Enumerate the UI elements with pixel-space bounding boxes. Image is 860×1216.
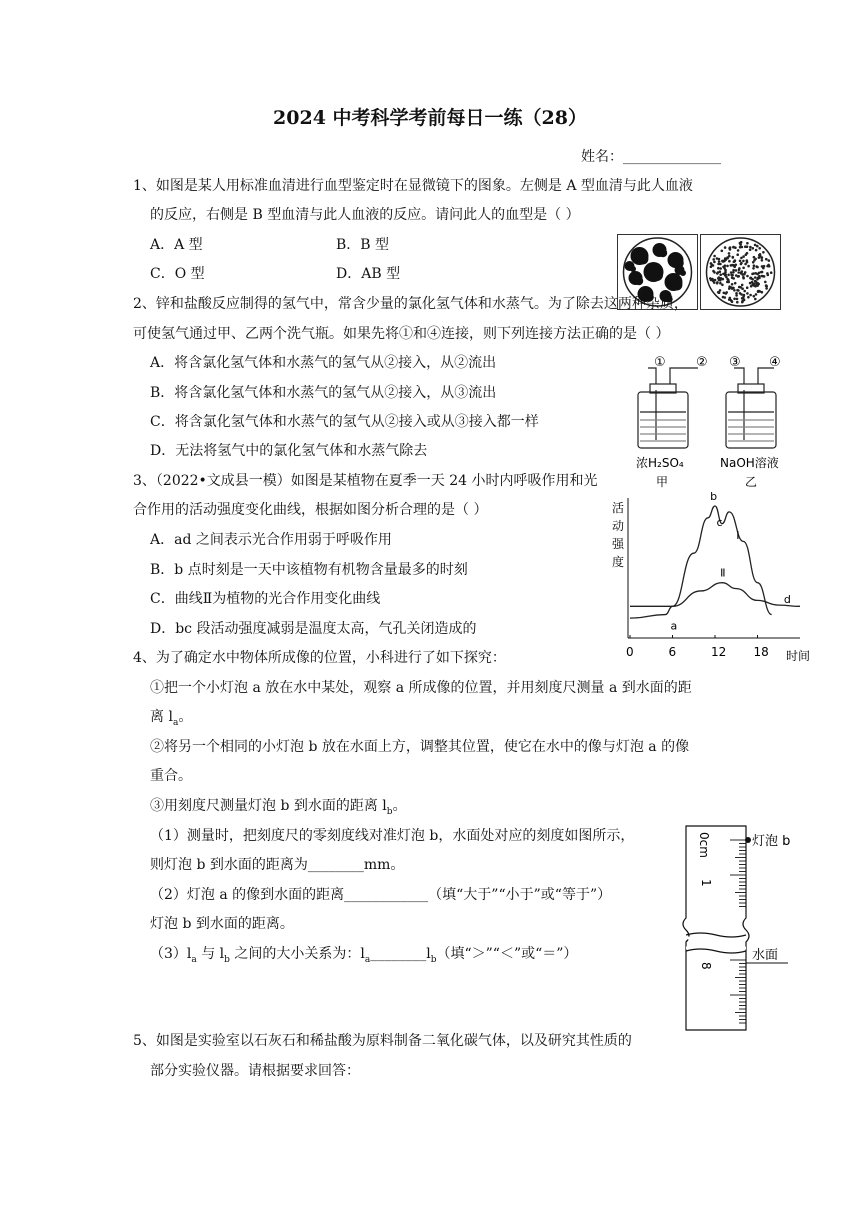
- blood-cell-dot: [752, 247, 755, 250]
- y-axis-label-4: 度: [612, 555, 625, 569]
- blood-cell-dot: [735, 294, 738, 297]
- blood-cell-dot: [736, 253, 739, 256]
- blood-cell-dot: [740, 262, 743, 265]
- blood-cell-dot: [726, 265, 729, 268]
- q2-option-d: D．无法将氢气中的氯化氢气体和水蒸气除去: [150, 443, 428, 459]
- q3-option-a: A．ad 之间表示光合作用弱于呼吸作用: [150, 532, 392, 548]
- q4-step1-line2: 离 $l_a$。: [150, 709, 193, 728]
- blood-cell-dot: [746, 292, 749, 295]
- blood-cell-dot: [744, 263, 747, 266]
- blood-cell-dot: [716, 257, 719, 260]
- blood-cell-dot: [721, 250, 724, 253]
- q1-stem-line1: 1、如图是某人用标准血清进行血型鉴定时在显微镜下的图象。左侧是 A 型血清与此人血液: [133, 178, 693, 194]
- blood-cell-dot: [710, 265, 713, 268]
- blood-cell-dot: [732, 287, 735, 290]
- blood-cell-dot: [761, 256, 764, 259]
- port-2-label: ②: [696, 355, 708, 370]
- bottle-jia: [638, 368, 698, 448]
- blood-cell-dot: [765, 258, 768, 261]
- right-reagent-label: NaOH溶液: [720, 456, 779, 470]
- series-line-1: [630, 506, 772, 618]
- blood-cell-dot: [757, 277, 760, 280]
- blood-cell-dot: [751, 284, 754, 287]
- blood-cell-dot: [735, 274, 738, 277]
- blood-cell-dot: [745, 253, 748, 256]
- blood-cell-dot: [719, 273, 722, 276]
- q5-stem-line2: 部分实验仪器。请根据要求回答：: [150, 1063, 360, 1079]
- blood-cell-dot: [768, 259, 771, 262]
- blood-cell-dot: [713, 255, 716, 258]
- q2-stem-line1: 2、锌和盐酸反应制得的氢气中，常含少量的氯化氢气体和水蒸气。为了除去这两种杂质，: [133, 296, 688, 312]
- blood-cell-dot: [761, 259, 764, 262]
- point-label-b: b: [710, 490, 718, 504]
- blood-cell-dot: [724, 274, 727, 277]
- blood-cell-dot: [752, 272, 755, 275]
- blood-cell-dot: [744, 245, 747, 248]
- blood-cell-dot: [721, 284, 724, 287]
- blood-cell-dot: [736, 301, 739, 304]
- left-reagent-label: 浓H₂SO₄: [636, 456, 684, 470]
- blood-cell-dot: [742, 255, 745, 258]
- blood-cell-dot: [721, 260, 724, 263]
- series-label: Ⅰ: [736, 529, 740, 543]
- blood-cell-dot: [732, 269, 735, 272]
- blood-cell-dot: [717, 263, 720, 266]
- q3-option-d: D．bc 段活动强度减弱是温度太高，气孔关闭造成的: [150, 621, 477, 637]
- blood-cell-dot: [718, 276, 721, 279]
- blood-cell-dot: [736, 289, 739, 292]
- q1-option-d: D．AB 型: [336, 266, 401, 282]
- blood-cell-dot: [757, 283, 760, 286]
- blood-cell-dot: [712, 270, 715, 273]
- ruler-figure: [680, 820, 810, 1044]
- blood-cell-dot: [726, 278, 729, 281]
- port-3-label: ③: [729, 355, 741, 370]
- q3-stem-line2: 合作用的活动强度变化曲线，根据如图分析合理的是（ ）: [133, 502, 488, 518]
- blood-cell-dot: [739, 246, 742, 249]
- blood-cell-dot: [764, 281, 767, 284]
- blood-cell-dot: [731, 283, 734, 286]
- blood-cell-dot: [731, 264, 734, 267]
- y-axis-label-2: 动: [612, 519, 625, 533]
- blood-cell-dot: [728, 260, 731, 263]
- blood-cell-dot: [741, 270, 744, 273]
- port-1-label: ①: [654, 355, 666, 370]
- name-field-label: 姓名：______________: [581, 149, 721, 165]
- blood-cell-dot: [757, 290, 760, 293]
- q4-step1-line1: ①把一个小灯泡 a 放在水中某处，观察 a 所成像的位置，并用刻度尺测量 a 到水面的距: [150, 680, 692, 696]
- blood-cell-dot: [732, 246, 735, 249]
- blood-cell-dot: [749, 294, 752, 297]
- q4-step2-line2: 重合。: [150, 768, 192, 784]
- q2-option-a: A．将含氯化氢气体和水蒸气的氢气从②接入，从②流出: [150, 355, 497, 371]
- agglutination-clump: [644, 262, 664, 282]
- blood-cell-dot: [716, 282, 719, 285]
- ruler-tick-8: 8: [699, 962, 713, 970]
- blood-cell-dot: [767, 274, 770, 277]
- x-tick-label: 18: [753, 645, 769, 659]
- x-tick-label: 0: [626, 645, 634, 659]
- q4-part2-line1: （2）灯泡 a 的像到水面的距离____________（填“大于”“小于”或“等于”）: [150, 887, 612, 903]
- bulb-b-dot: [745, 837, 751, 843]
- blood-cell-dot: [743, 294, 746, 297]
- gas-wash-bottles-figure: [628, 350, 808, 494]
- q1-option-c: C．O 型: [150, 266, 205, 282]
- blood-cell-dot: [728, 298, 731, 301]
- blood-cell-dot: [712, 258, 715, 261]
- blood-cell-dot: [765, 284, 768, 287]
- blood-cell-dot: [728, 247, 731, 250]
- blood-cell-dot: [765, 287, 768, 290]
- water-surface-label: 水面: [752, 948, 779, 963]
- y-axis-label-3: 强: [612, 537, 625, 551]
- blood-cell-dot: [754, 276, 757, 279]
- blood-cell-dot: [725, 292, 728, 295]
- left-bottle-name: 甲: [656, 475, 669, 489]
- blood-cell-dot: [749, 277, 752, 280]
- blood-cell-dot: [709, 277, 712, 280]
- blood-cell-dot: [758, 247, 761, 250]
- agglutination-clump: [665, 273, 683, 291]
- series-label: Ⅱ: [720, 566, 726, 580]
- blood-cell-dot: [749, 248, 752, 251]
- x-tick-label: 12: [711, 645, 727, 659]
- blood-cell-dot: [762, 251, 765, 254]
- blood-cell-dot: [741, 297, 744, 300]
- blood-cell-dot: [768, 265, 771, 268]
- blood-cell-dot: [719, 267, 722, 270]
- q1-option-b: B．B 型: [336, 237, 390, 253]
- blood-cell-dot: [749, 282, 752, 285]
- blood-cell-dot: [727, 281, 730, 284]
- blood-cell-dot: [739, 242, 742, 245]
- blood-cell-dot: [740, 257, 743, 260]
- blood-cell-dot: [742, 276, 745, 279]
- page-title: 2024 中考科学考前每日一练（28）: [273, 107, 587, 129]
- bulb-b-label: 灯泡 b: [752, 834, 791, 849]
- blood-cell-dot: [752, 267, 755, 270]
- q4-part2-line2: 灯泡 b 到水面的距离。: [150, 916, 294, 932]
- blood-cell-dot: [728, 287, 731, 290]
- blood-cell-dot: [726, 256, 729, 259]
- blood-cell-dot: [728, 252, 731, 255]
- blood-cell-dot: [713, 261, 716, 264]
- blood-cell-dot: [739, 286, 742, 289]
- blood-cell-dot: [718, 291, 721, 294]
- blood-cell-dot: [736, 298, 739, 301]
- point-label-d: d: [783, 592, 791, 606]
- q3-option-c: C．曲线Ⅱ为植物的光合作用变化曲线: [150, 591, 381, 607]
- q2-option-b: B．将含氯化氢气体和水蒸气的氢气从②接入，从③流出: [150, 385, 497, 401]
- blood-cell-dot: [735, 269, 738, 272]
- blood-cell-dot: [747, 296, 750, 299]
- blood-cell-dot: [755, 249, 758, 252]
- blood-cell-dot: [710, 262, 713, 265]
- q1-stem-line2: 的反应，右侧是 B 型血清与此人血液的反应。请问此人的血型是（ ）: [150, 207, 580, 223]
- blood-cell-dot: [746, 242, 749, 245]
- blood-cell-dot: [739, 260, 742, 263]
- blood-cell-dot: [756, 245, 759, 248]
- q4-part1-line2: 则灯泡 b 到水面的距离为________mm。: [150, 857, 405, 873]
- blood-cell-dot: [744, 271, 747, 274]
- blood-cell-dot: [738, 267, 741, 270]
- blood-cell-dot: [724, 257, 727, 260]
- point-label-a: a: [670, 619, 678, 633]
- blood-cell-dot: [718, 279, 721, 282]
- series-line-2: [630, 583, 800, 607]
- blood-cell-dot: [717, 271, 720, 274]
- blood-cell-dot: [734, 282, 737, 285]
- blood-cell-dot: [733, 266, 736, 269]
- blood-cell-dot: [753, 264, 756, 267]
- point-label-c: c: [716, 516, 723, 530]
- blood-cell-dot: [732, 256, 735, 259]
- blood-cell-dot: [743, 290, 746, 293]
- right-bottle-name: 乙: [745, 475, 758, 489]
- blood-cell-dot: [742, 273, 745, 276]
- q3-option-b: B．b 点时刻是一天中该植物有机物含量最多的时刻: [150, 562, 468, 578]
- q5-stem-line1: 5、如图是实验室以石灰石和稀盐酸为原料制备二氧化碳气体，以及研究其性质的: [133, 1033, 632, 1049]
- blood-cell-dot: [732, 277, 735, 280]
- blood-cell-dot: [758, 254, 761, 257]
- q1-option-a: A．A 型: [150, 237, 203, 253]
- blood-cell-dot: [770, 271, 773, 274]
- blood-cell-dot: [742, 260, 745, 263]
- q2-option-c: C．将含氯化氢气体和水蒸气的氢气从②接入或从③接入都一样: [150, 414, 539, 430]
- q4-part1-line1: （1）测量时，把刻度尺的零刻度线对准灯泡 b，水面处对应的刻度如图所示，: [150, 828, 635, 844]
- q3-stem-line1: 3、（2022•文成县一模）如图是某植物在夏季一天 24 小时内呼吸作用和光: [133, 473, 598, 489]
- blood-cell-dot: [755, 293, 758, 296]
- y-axis-label-1: 活: [612, 501, 625, 515]
- blood-cell-dot: [711, 278, 714, 281]
- blood-cell-dot: [722, 296, 725, 299]
- agglutination-clump: [631, 247, 649, 265]
- blood-cell-dot: [761, 291, 764, 294]
- blood-cell-dot: [760, 271, 763, 274]
- blood-cell-dot: [733, 298, 736, 301]
- blood-cell-dot: [746, 259, 749, 262]
- blood-cell-dot: [731, 301, 734, 304]
- blood-cell-dot: [747, 265, 750, 268]
- activity-chart: [604, 488, 819, 670]
- blood-cell-dot: [741, 301, 744, 304]
- blood-cell-dot: [753, 259, 756, 262]
- bottle-yi: [726, 368, 776, 448]
- blood-cell-dot: [734, 259, 737, 262]
- q4-step2-line1: ②将另一个相同的小灯泡 b 放在水面上方，调整其位置，使它在水中的像与灯泡 a 的像: [150, 739, 690, 755]
- blood-cell-dot: [762, 275, 765, 278]
- q4-part3: $(3)l_a$ 与 $l_b$ 之间的大小关系为：$l_a\_\_\_\_\_\_\_\_l_b$（填“＞”“＜”或“＝”）: [150, 946, 578, 965]
- port-4-label: ④: [769, 355, 781, 370]
- ruler-unit-label: 0cm: [697, 832, 711, 858]
- blood-cell-dot: [737, 249, 740, 252]
- blood-cell-dot: [717, 267, 720, 270]
- blood-cell-dot: [727, 274, 730, 277]
- ruler-tick-1: 1: [699, 879, 713, 887]
- x-tick-label: 6: [668, 645, 677, 659]
- blood-cell-dot: [753, 295, 756, 298]
- blood-cell-dot: [724, 269, 727, 272]
- blood-cell-dot: [754, 298, 757, 301]
- x-axis-label: 时间: [786, 649, 811, 663]
- blood-cell-dot: [722, 278, 725, 281]
- q4-stem: 4、为了确定水中物体所成像的位置，小科进行了如下探究：: [133, 650, 506, 666]
- blood-cell-dot: [739, 292, 742, 295]
- blood-cell-dot: [733, 289, 736, 292]
- blood-cell-dot: [742, 267, 745, 270]
- blood-cell-dot: [746, 286, 749, 289]
- blood-cell-dot: [741, 284, 744, 287]
- blood-cell-dot: [763, 265, 766, 268]
- blood-cell-dot: [746, 275, 749, 278]
- q2-stem-line2: 可使氢气通过甲、乙两个洗气瓶。如果先将①和④连接，则下列连接方法正确的是（ ）: [133, 326, 670, 342]
- blood-cell-dot: [718, 260, 721, 263]
- blood-cell-dot: [754, 244, 757, 247]
- blood-cell-dot: [755, 265, 758, 268]
- blood-cell-dot: [724, 246, 727, 249]
- q4-step3: ③用刻度尺测量灯泡 b 到水面的距离 $l_b$。: [150, 798, 407, 817]
- blood-cell-dot: [749, 246, 752, 249]
- blood-cell-dot: [724, 264, 727, 267]
- blood-cell-dot: [719, 289, 722, 292]
- blood-cell-dot: [730, 271, 733, 274]
- blood-cell-dot: [737, 271, 740, 274]
- blood-cell-dot: [731, 274, 734, 277]
- blood-cell-dot: [753, 256, 756, 259]
